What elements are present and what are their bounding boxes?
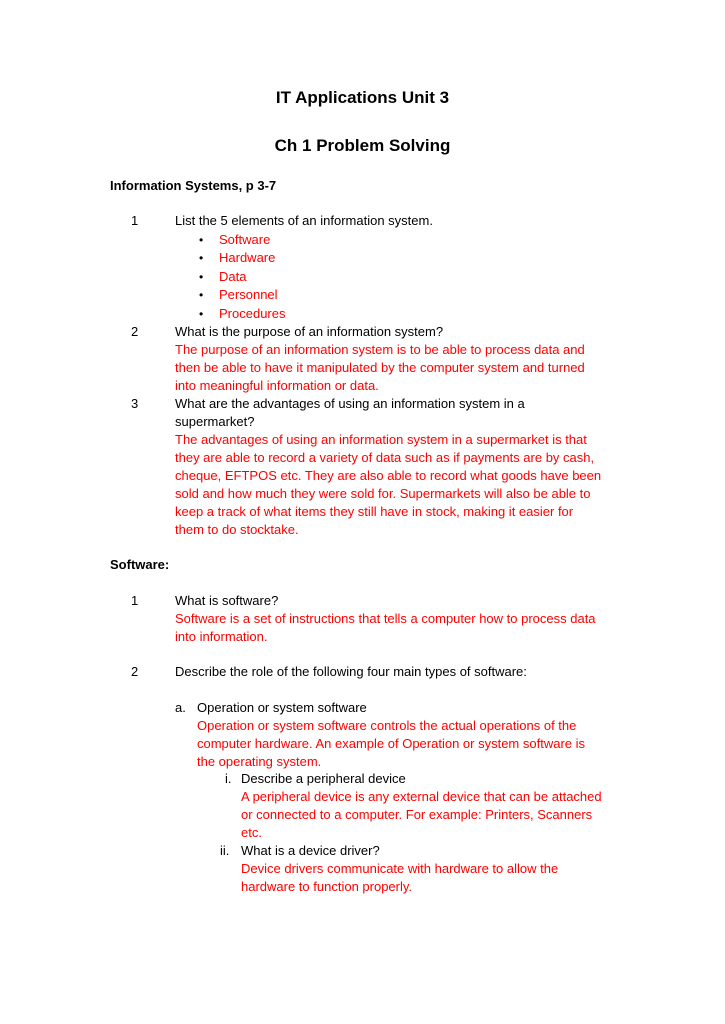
question-number: 2 (131, 324, 139, 339)
question-text: Describe the role of the following four main types of software: (175, 664, 527, 679)
sub-sub-question: Describe a peripheral device (241, 771, 406, 786)
answer-line: Operation or system software controls the actual operations of the (197, 718, 577, 733)
answer-line: or connected to a computer. For example: Printers, Scanners (241, 807, 593, 822)
answer-line: computer hardware. An example of Operation or system software is (197, 736, 586, 751)
question-number: 3 (131, 396, 139, 411)
list-item-answer: Procedures (219, 306, 286, 321)
chapter-title: Ch 1 Problem Solving (274, 136, 451, 155)
question-number: 2 (131, 664, 139, 679)
answer-line: Software is a set of instructions that tells a computer how to process data (175, 611, 596, 626)
question-text: What is software? (175, 593, 279, 608)
section-heading-information-systems: Information Systems, p 3-7 (110, 178, 277, 193)
document-title: IT Applications Unit 3 (275, 88, 450, 107)
question-number: 1 (131, 213, 139, 228)
answer-line: etc. (241, 825, 262, 840)
sub-sub-question: What is a device driver? (241, 843, 380, 858)
answer-line: The purpose of an information system is to be able to process data and (175, 342, 585, 357)
answer-line: sold and how much they were sold for. Supermarkets will also be able to (175, 486, 591, 501)
list-item-answer: Software (219, 232, 271, 247)
question-text: supermarket? (175, 414, 255, 429)
answer-line: they are able to record a variety of data such as if payments are by cash, (175, 450, 595, 465)
answer-line: into meaningful information or data. (175, 378, 379, 393)
bullet-icon: • (199, 307, 204, 321)
bullet-icon: • (199, 270, 204, 284)
answer-line: then be able to have it manipulated by the computer system and turned (175, 360, 585, 375)
list-item-answer: Data (219, 269, 247, 284)
answer-line: cheque, EFTPOS etc. They are also able to record what goods have been (175, 468, 602, 483)
list-item-answer: Personnel (219, 287, 278, 302)
question-text: What is the purpose of an information system? (175, 324, 444, 339)
answer-line: The advantages of using an information system in a supermarket is that (175, 432, 587, 447)
answer-line: into information. (175, 629, 268, 644)
question-text: List the 5 elements of an information system. (175, 213, 433, 228)
sub-item-label: Operation or system software (197, 700, 367, 715)
answer-line: hardware to function properly. (241, 879, 413, 894)
bullet-icon: • (199, 288, 204, 302)
sub-sub-item-marker: i. (225, 771, 232, 786)
bullet-icon: • (199, 251, 204, 265)
section-heading-software: Software: (110, 557, 170, 572)
question-text: What are the advantages of using an information system in a (175, 396, 525, 411)
answer-line: the operating system. (197, 754, 322, 769)
list-item-answer: Hardware (219, 250, 276, 265)
answer-line: keep a track of what items they still have in stock, making it easier for (175, 504, 574, 519)
answer-line: Device drivers communicate with hardware to allow the (241, 861, 559, 876)
sub-item-marker: a. (175, 700, 186, 715)
bullet-icon: • (199, 233, 204, 247)
sub-sub-item-marker: ii. (220, 843, 230, 858)
answer-line: A peripheral device is any external device that can be attached (241, 789, 602, 804)
question-number: 1 (131, 593, 139, 608)
answer-line: them to do stocktake. (175, 522, 299, 537)
